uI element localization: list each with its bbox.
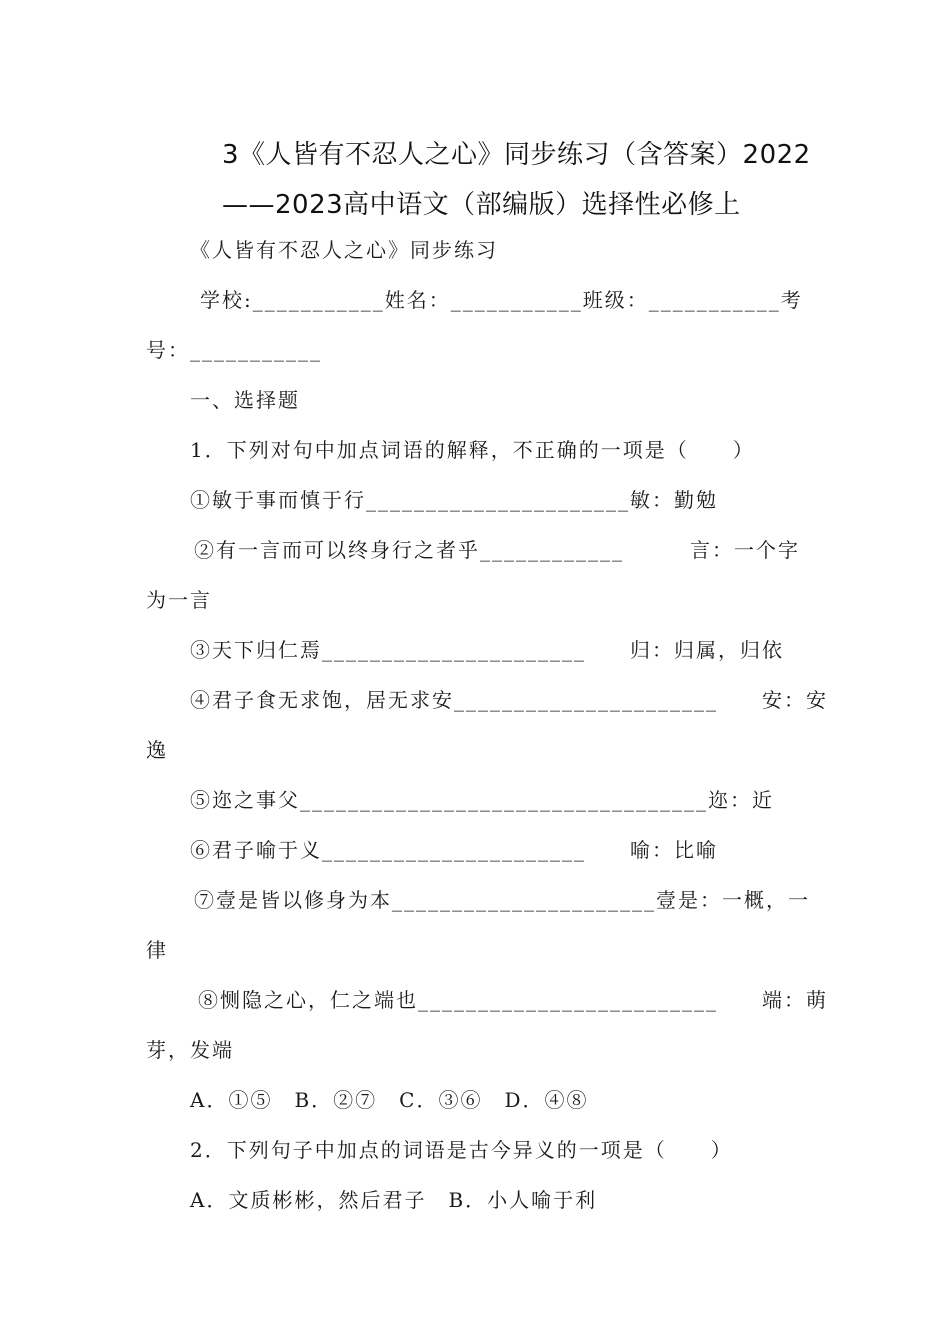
question-1-item-2: ②有一言而可以终身行之者乎____________ 言：一个字: [194, 538, 800, 562]
question-1-item-8-cont: 芽，发端: [146, 1038, 234, 1062]
section-heading: 一、选择题: [190, 388, 300, 412]
question-1-item-7: ⑦壹是皆以修身为本______________________壹是：一概，一: [194, 888, 810, 912]
student-info-line-b: 号：___________: [146, 338, 322, 362]
question-2-stem: 2．下列句子中加点的词语是古今异义的一项是（ ）: [190, 1138, 733, 1162]
question-1-item-4-cont: 逸: [146, 738, 168, 762]
question-1-item-1: ①敏于事而慎于行______________________敏：勤勉: [190, 488, 718, 512]
question-1-stem: 1．下列对句中加点词语的解释，不正确的一项是（ ）: [190, 438, 755, 462]
question-1-item-8: ⑧恻隐之心，仁之端也_________________________ 端：萌: [198, 988, 828, 1012]
document-subtitle: 《人皆有不忍人之心》同步练习: [190, 238, 498, 262]
question-2-options: A．文质彬彬，然后君子 B．小人喻于利: [190, 1188, 598, 1212]
question-1-item-7-cont: 律: [146, 938, 168, 962]
question-1-options: A．①⑤ B．②⑦ C．③⑥ D．④⑧: [190, 1088, 589, 1112]
question-1-item-6: ⑥君子喻于义______________________ 喻：比喻: [190, 838, 718, 862]
student-info-line-a: 学校:___________姓名：___________班级：___________考: [200, 288, 803, 312]
document-title-line-2: ——2023高中语文（部编版）选择性必修上: [222, 190, 741, 220]
question-1-item-5: ⑤迩之事父__________________________________迩：近: [190, 788, 774, 812]
question-1-item-3: ③天下归仁焉______________________ 归：归属，归依: [190, 638, 784, 662]
question-1-item-2-cont: 为一言: [146, 588, 212, 612]
question-1-item-4: ④君子食无求饱，居无求安______________________ 安：安: [190, 688, 828, 712]
document-title-line-1: 3《人皆有不忍人之心》同步练习（含答案）2022: [222, 140, 811, 170]
